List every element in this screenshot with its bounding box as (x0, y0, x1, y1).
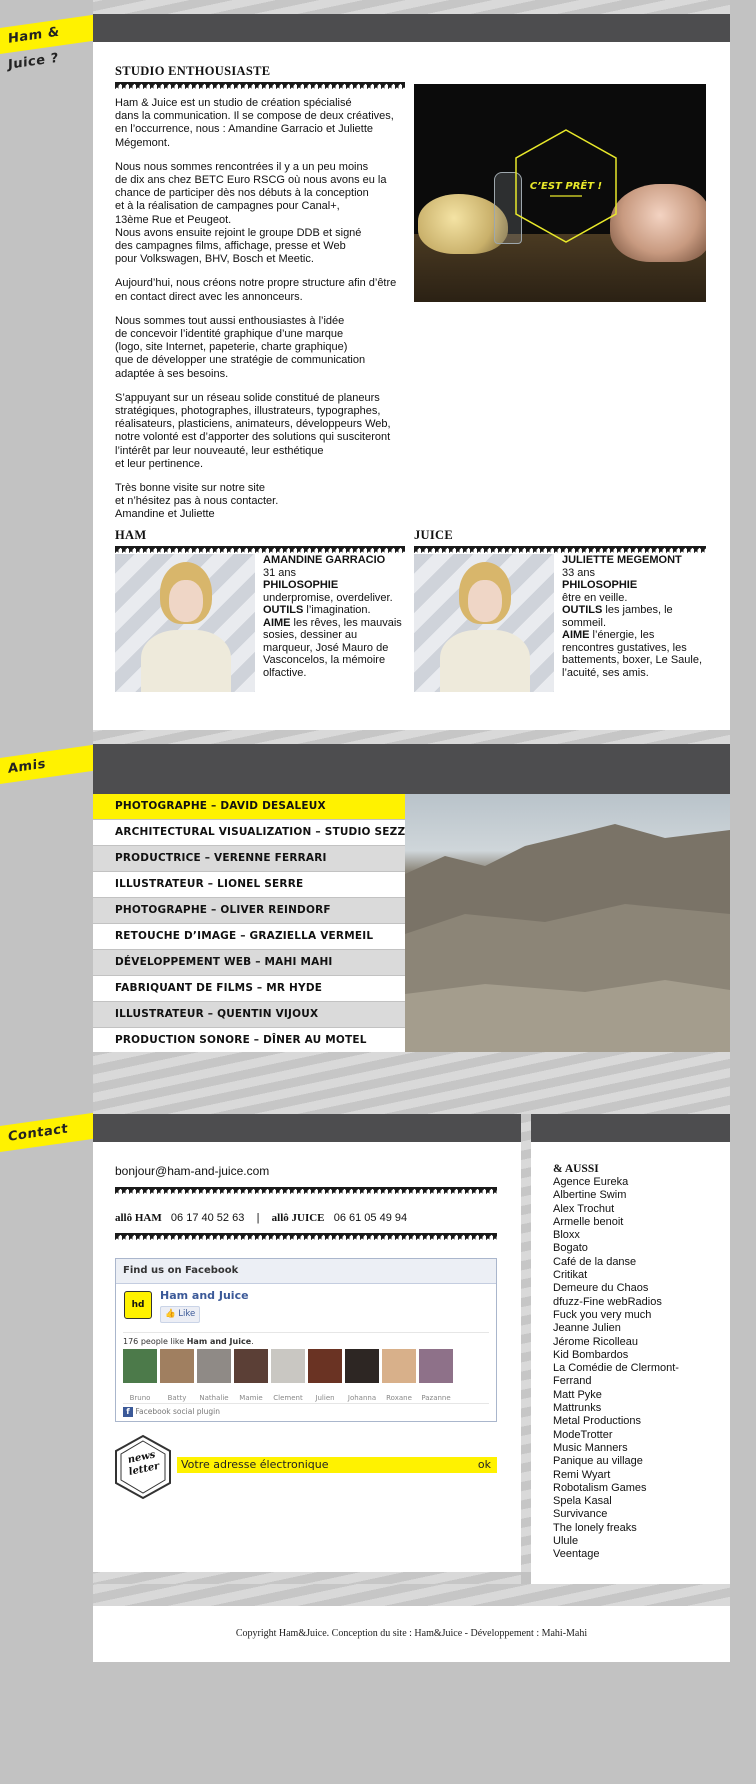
aussi-link[interactable]: Demeure du Chaos (553, 1282, 649, 1295)
juice-phone[interactable]: 06 61 05 49 94 (333, 1212, 408, 1224)
aussi-title: & AUSSI (553, 1163, 599, 1175)
portrait-body (440, 630, 530, 692)
juice-portrait (414, 554, 554, 692)
facebook-header: Find us on Facebook (116, 1259, 496, 1284)
aussi-link[interactable]: Kid Bombardos (553, 1348, 629, 1361)
triangle-divider (115, 1233, 497, 1240)
facebook-face-name: Mamie (239, 1394, 263, 1402)
juice-aime-label: AIME (562, 629, 590, 641)
mountain-ridge (405, 794, 730, 1052)
triangle-divider (115, 82, 405, 89)
aussi-link[interactable]: Mattrunks (553, 1402, 602, 1415)
aussi-link[interactable]: Music Manners (553, 1441, 628, 1454)
aussi-link[interactable]: Armelle benoit (553, 1215, 624, 1228)
footer-copyright: Copyright Ham&Juice. Conception du site : Ham&Juice - Développement : Mahi-Mahi (235, 1628, 588, 1639)
aussi-link[interactable]: Ulule (553, 1535, 579, 1548)
facebook-face-name: Roxane (386, 1394, 412, 1402)
about-header-bar (93, 14, 730, 42)
contact-header-bar (93, 1114, 521, 1142)
facebook-face[interactable] (271, 1349, 305, 1383)
aussi-link[interactable]: Jeanne Julien (553, 1322, 621, 1335)
ham-title: HAM (115, 528, 147, 542)
ham-age: 31 ans (263, 566, 297, 579)
facebook-count-prefix: 176 people like (123, 1337, 187, 1346)
newsletter-form (177, 1457, 497, 1473)
juice-name: JULIETTE MEGEMONT (562, 554, 682, 566)
bottom-stripes (93, 1572, 521, 1584)
facebook-like-label: Like (178, 1309, 196, 1319)
ham-outils: l’imagination. (303, 604, 371, 616)
facebook-like-button[interactable] (160, 1306, 200, 1323)
newsletter-submit-button[interactable]: ok (477, 1458, 491, 1471)
tag-contact[interactable]: Contact (0, 1113, 93, 1152)
friend-link[interactable]: DÉVELOPPEMENT WEB – MAHI MAHI (93, 950, 405, 975)
contact-divider-stripes (521, 1114, 531, 1572)
facebook-page-name[interactable]: Ham and Juice (160, 1289, 249, 1302)
about-paragraph: Nous sommes tout aussi enthousiastes à l’idée de concevoir l’identité graphique d’une marque (logo, site Internet, papeterie, charte graphique) que de développer une stratégie de communication adaptée à ses besoins. (115, 314, 366, 380)
hero-caption: C’EST PRÊT ! (529, 181, 603, 192)
aussi-link[interactable]: Alex Trochut (553, 1202, 615, 1215)
ham-name: AMANDINE GARRACIO (263, 554, 386, 566)
thumbs-up-icon: 👍 (165, 1309, 176, 1319)
facebook-face[interactable] (123, 1349, 157, 1383)
juice-phone-label: allô JUICE (271, 1212, 325, 1224)
aussi-link[interactable]: Bogato (553, 1242, 588, 1255)
aussi-link[interactable]: Metal Productions (553, 1415, 642, 1428)
facebook-face-name: Julien (315, 1394, 335, 1402)
facebook-footer (123, 1403, 489, 1417)
triangle-divider (115, 1187, 497, 1194)
phone-separator: | (256, 1212, 260, 1224)
triangle-divider (414, 546, 706, 553)
aussi-link[interactable]: Remi Wyart (553, 1468, 611, 1481)
facebook-footer-text[interactable]: Facebook social plugin (135, 1407, 220, 1416)
newsletter-email-input[interactable]: Votre adresse électronique (181, 1458, 329, 1471)
friend-link[interactable]: RETOUCHE D’IMAGE – GRAZIELLA VERMEIL (93, 924, 405, 949)
about-paragraph: Nous nous sommes rencontrées il y a un peu moins de dix ans chez BETC Euro RSCG où nous avons eu la chance de participer dès nos débuts à la conception et à la réalisation de campagnes pour Canal+, 13ème Rue et Peugeot. Nous avons ensuite rejoint le groupe DDB et signé des campagnes films, affichage, presse et Web pour Volkswagen, BHV, Bosch et Meetic. (115, 160, 387, 266)
facebook-face-names (123, 1385, 456, 1404)
facebook-icon: f (123, 1407, 133, 1417)
facebook-face-name: Batty (167, 1394, 187, 1402)
about-section (93, 42, 730, 730)
phone-line (115, 1212, 407, 1224)
facebook-face-name: Bruno (129, 1394, 151, 1402)
facebook-face-name: Johanna (347, 1394, 377, 1402)
friend-link[interactable]: PRODUCTION SONORE – DÎNER AU MOTEL (93, 1028, 405, 1053)
about-paragraph: S’appuyant sur un réseau solide constitué de planeurs stratégiques, photographes, illustrateurs, typographes, réalisateurs, plasticiens, animateurs, développeurs Web, notre volonté est d’apporter des solutions qui susciteront l’intérêt par leur nouveauté, leur esthétique et leur pertinence. (115, 391, 391, 470)
facebook-face[interactable] (419, 1349, 453, 1383)
aussi-link[interactable]: Jérome Ricolleau (553, 1335, 638, 1348)
juice-title: JUICE (414, 528, 454, 542)
top-stripes (93, 0, 730, 14)
facebook-face-name: Nathalie (199, 1394, 229, 1402)
friend-link[interactable]: PRODUCTRICE – VERENNE FERRARI (93, 846, 405, 871)
aussi-link[interactable]: Café de la danse (553, 1255, 637, 1268)
ham-philo: underpromise, overdeliver. (263, 591, 393, 604)
facebook-face[interactable] (345, 1349, 379, 1383)
tag-about[interactable]: Ham & Juice ? (0, 15, 93, 54)
about-paragraph: Très bonne visite sur notre site et n’hésitez pas à nous contacter. Amandine et Juliette (115, 482, 279, 521)
aussi-link[interactable]: Survivance (553, 1508, 608, 1521)
aussi-link[interactable]: Robotalism Games (553, 1481, 647, 1494)
ham-philo-label: PHILOSOPHIE (263, 579, 339, 591)
ham-aime-label: AIME (263, 616, 291, 629)
aussi-link[interactable]: Critikat (553, 1269, 588, 1282)
friends-stripes-bottom (93, 1052, 730, 1114)
footer (93, 1606, 730, 1662)
portrait-body (141, 630, 231, 692)
portrait-face (169, 580, 203, 622)
juice-profile (414, 528, 706, 679)
facebook-face-name: Clement (273, 1394, 303, 1402)
contact-email[interactable]: bonjour@ham-and-juice.com (115, 1164, 270, 1178)
triangle-divider (115, 546, 405, 553)
aussi-link[interactable]: Bloxx (553, 1229, 580, 1242)
ham-aime: les rêves, les mauvais sosies, dessiner au marqueur, José Mauro de Vasconcelos, la mémoire olfactive. (263, 616, 402, 679)
ham-phone[interactable]: 06 17 40 52 63 (170, 1212, 245, 1224)
aussi-link[interactable]: Veentage (553, 1548, 600, 1561)
aussi-link[interactable]: Albertine Swim (553, 1189, 627, 1202)
juice-outils-label: OUTILS (562, 604, 603, 616)
friend-link[interactable]: ILLUSTRATEUR – LIONEL SERRE (93, 872, 405, 897)
aussi-link[interactable]: ModeTrotter (553, 1428, 613, 1441)
aussi-header-bar (531, 1114, 730, 1142)
friend-link[interactable]: PHOTOGRAPHE – DAVID DESALEUX (93, 794, 405, 819)
landscape-photo (405, 794, 730, 1052)
ham-outils-label: OUTILS (263, 604, 304, 616)
facebook-face[interactable] (382, 1349, 416, 1383)
aussi-link[interactable]: The lonely freaks (553, 1521, 637, 1534)
friend-link[interactable]: PHOTOGRAPHE – OLIVER REINDORF (93, 898, 405, 923)
about-title: STUDIO ENTHOUSIASTE (115, 64, 271, 78)
juice-philo: être en veille. (562, 591, 628, 604)
friend-link[interactable]: ILLUSTRATEUR – QUENTIN VIJOUX (93, 1002, 405, 1027)
friend-link[interactable]: ARCHITECTURAL VISUALIZATION – STUDIO SEZZ (93, 820, 405, 845)
juice-age: 33 ans (562, 566, 596, 579)
contact-section (93, 1142, 521, 1572)
facebook-face[interactable] (234, 1349, 268, 1383)
juice-aime: l’énergie, les rencontres gustatives, les battements, boxer, Le Saule, l’acuité, ses amis. (562, 629, 703, 679)
portrait-face (468, 580, 502, 622)
aussi-link[interactable]: La Comédie de Clermont- Ferrand (553, 1362, 679, 1388)
facebook-faces (123, 1349, 456, 1387)
facebook-face[interactable] (160, 1349, 194, 1383)
bottom-stripes-full (93, 1584, 730, 1606)
aussi-link[interactable]: Fuck you very much (553, 1308, 652, 1321)
facebook-widget (115, 1258, 497, 1422)
aussi-link[interactable]: Spela Kasal (553, 1495, 612, 1508)
aussi-section (531, 1142, 730, 1584)
facebook-face[interactable] (308, 1349, 342, 1383)
tag-friends[interactable]: Amis (0, 745, 93, 784)
friends-header-bar (93, 744, 730, 794)
facebook-count (123, 1332, 489, 1346)
aussi-link[interactable]: Agence Eureka (553, 1176, 629, 1188)
aussi-list (553, 1176, 723, 1562)
facebook-logo-text: hd (131, 1300, 145, 1310)
facebook-face-name: Pazanne (421, 1394, 451, 1402)
facebook-face[interactable] (197, 1349, 231, 1383)
about-paragraph: Ham & Juice est un studio de création spécialisé dans la communication. Il se compose de deux créatives, en l’occurrence, nous : Amandine Garracio et Juliette Mégemont. (115, 97, 394, 149)
ham-profile (115, 528, 405, 679)
juice-philo-label: PHILOSOPHIE (562, 579, 638, 591)
facebook-count-suffix: . (251, 1337, 254, 1346)
hero-image (414, 84, 706, 302)
facebook-page-logo[interactable] (124, 1291, 152, 1319)
facebook-count-page: Ham and Juice (186, 1337, 252, 1346)
ham-portrait (115, 554, 255, 692)
friends-stripes-top (93, 730, 730, 744)
ham-phone-label: allô HAM (115, 1212, 162, 1224)
juice-outils: les jambes, le sommeil. (562, 604, 673, 629)
aussi-link[interactable]: Panique au village (553, 1455, 643, 1468)
aussi-link[interactable]: Matt Pyke (553, 1388, 602, 1401)
newsletter-logo-text: news letter (126, 1449, 161, 1478)
friend-link[interactable]: FABRIQUANT DE FILMS – MR HYDE (93, 976, 405, 1001)
about-paragraph: Aujourd’hui, nous créons notre propre structure afin d’être en contact direct avec les annonceurs. (115, 277, 397, 303)
aussi-link[interactable]: dfuzz-Fine webRadios (553, 1295, 662, 1308)
